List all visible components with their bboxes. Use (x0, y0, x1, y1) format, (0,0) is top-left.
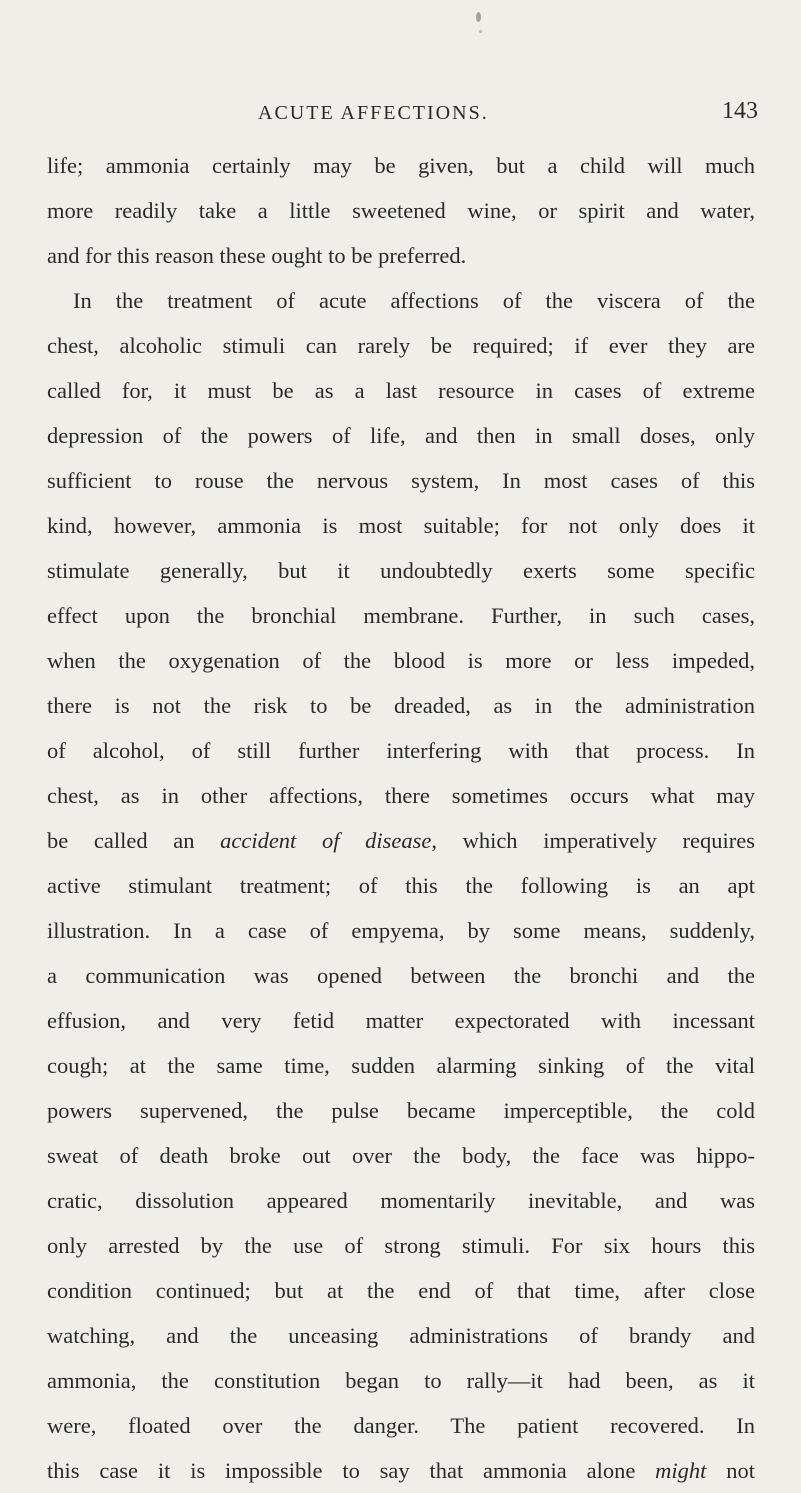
text-line: called for, it must be as a last resource in cases of extreme (47, 378, 755, 403)
text-line: and for this reason these ought to be preferred. (47, 243, 467, 268)
text-line: only arrested by the use of strong stimuli. For six hours this (47, 1233, 755, 1258)
text-line: sufficient to rouse the nervous system, In most cases of this (47, 468, 755, 493)
text-line: kind, however, ammonia is most suitable; for not only does it (47, 513, 755, 538)
italic-phrase: accident of disease (220, 828, 432, 853)
text-line: a communication was opened between the bronchi and the (47, 963, 755, 988)
italic-word: might (655, 1458, 707, 1483)
text-line: chest, alcoholic stimuli can rarely be required; if ever they are (47, 333, 755, 358)
text-line: cratic, dissolution appeared momentarily inevitable, and was (47, 1188, 755, 1213)
text-line: life; ammonia certainly may be given, but a child will much (47, 153, 755, 178)
text-line: chest, as in other affections, there sometimes occurs what may (47, 783, 755, 808)
text-segment: not (706, 1458, 755, 1483)
text-line: condition continued; but at the end of that time, after close (47, 1278, 755, 1303)
text-line: sweat of death broke out over the body, the face was hippo- (47, 1143, 755, 1168)
text-line: watching, and the unceasing administrations of brandy and (47, 1323, 755, 1348)
text-line: were, floated over the danger. The patient recovered. In (47, 1413, 755, 1438)
text-line: effusion, and very fetid matter expectorated with incessant (47, 1008, 755, 1033)
text-line: ammonia, the constitution began to rally—it had been, as it (47, 1368, 755, 1393)
text-line: powers supervened, the pulse became imperceptible, the cold (47, 1098, 755, 1123)
text-line (47, 818, 755, 863)
text-line: depression of the powers of life, and then in small doses, only (47, 423, 755, 448)
text-line: active stimulant treatment; of this the following is an apt (47, 873, 755, 898)
text-segment: , which imperatively requires (431, 828, 755, 853)
page-number: 143 (722, 98, 758, 124)
text-segment: be called an (47, 828, 221, 853)
text-line: when the oxygenation of the blood is more or less impeded, (47, 648, 755, 673)
text-line: more readily take a little sweetened wine, or spirit and water, (47, 198, 755, 223)
text-segment: this case it is impossible to say that ammonia alone (47, 1458, 656, 1483)
text-line: cough; at the same time, sudden alarming sinking of the vital (47, 1053, 755, 1078)
text-line: In the treatment of acute affections of the viscera of the (73, 288, 755, 313)
ink-blot (476, 12, 481, 22)
running-head: ACUTE AFFECTIONS. (258, 102, 489, 124)
text-line: illustration. In a case of empyema, by some means, suddenly, (47, 918, 755, 943)
text-line: there is not the risk to be dreaded, as in the administration (47, 693, 755, 718)
text-line (47, 1448, 755, 1493)
text-line: of alcohol, of still further interfering with that process. In (47, 738, 755, 763)
ink-speck (479, 30, 482, 33)
text-line: stimulate generally, but it undoubtedly exerts some specific (47, 558, 755, 583)
text-line: effect upon the bronchial membrane. Further, in such cases, (47, 603, 755, 628)
